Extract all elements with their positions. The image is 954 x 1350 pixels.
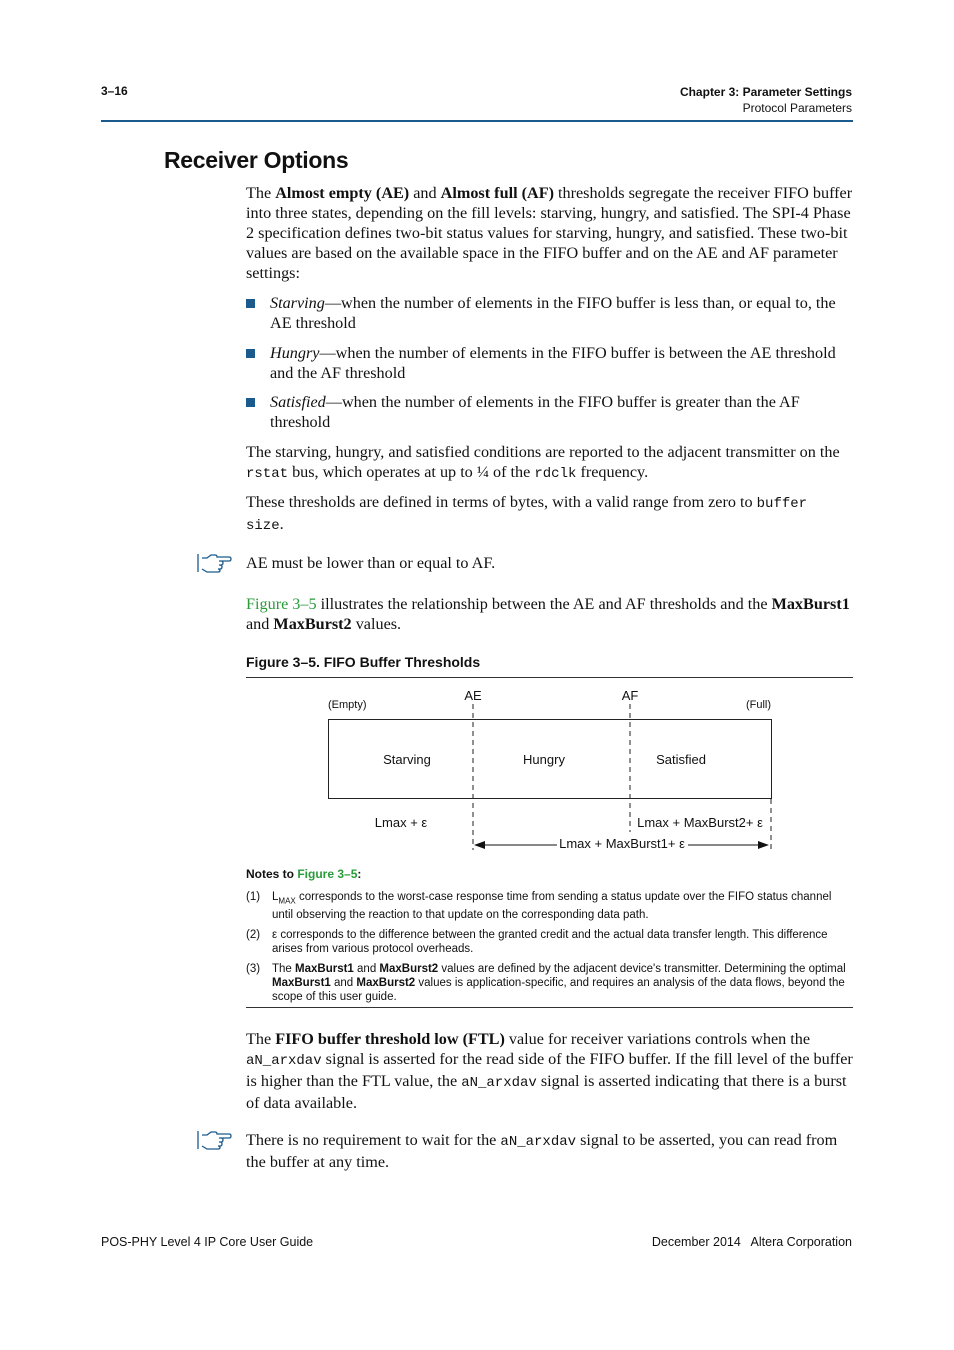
- arrowhead-left-icon: [474, 841, 485, 849]
- figure-title: Figure 3–5. FIFO Buffer Thresholds: [246, 654, 481, 670]
- page-number: 3–16: [101, 84, 128, 98]
- empty-label: (Empty): [328, 699, 367, 711]
- ae-label: AE: [464, 688, 482, 703]
- intro-paragraph: The Almost empty (AE) and Almost full (AF) thresholds segregate the receiver FIFO buffer into three states, depending on the fill levels: starving, hungry, and satisfied. The SPI-4 Phase 2 specification defines two-bit status values for starving, hungry, and satisfied. These two-bit values are based on the available space in the FIFO buffer and on the AE and AF parameter settings:: [246, 184, 853, 282]
- full-label: (Full): [745, 699, 771, 711]
- list-item: Starving—when the number of elements in the FIFO buffer is less than, or equal to, the AE threshold: [246, 293, 853, 333]
- figure-notes: [246, 890, 853, 1010]
- note-item: (1) $L_{MAX}$ corresponds to the worst-case response time from sending a status update over the FIFO status channel until observing the reaction to that update on the corresponding data path.: [246, 891, 832, 922]
- satisfied-region-label: Satisfied: [656, 752, 706, 767]
- lmax-epsilon-label: Lmax + ε: [374, 815, 428, 830]
- chapter-title: Chapter 3: Parameter Settings: [679, 85, 852, 99]
- note-text: AE must be lower than or equal to AF.: [246, 554, 496, 572]
- footer-document-title: POS-PHY Level 4 IP Core User Guide: [101, 1235, 314, 1249]
- figure-link[interactable]: Figure 3–5: [246, 595, 317, 613]
- footer-date-publisher: December 2014 Altera Corporation: [651, 1235, 852, 1249]
- ftl-paragraph: The FIFO buffer threshold low (FTL) value for receiver variations controls when the aN_arxdav signal is asserted for the read side of the FIFO buffer. If the fill level of the buffer is higher than the FTL value, the aN_arxdav signal is asserted indicating that there is a burst of data available.: [246, 1030, 853, 1112]
- figure-reference-paragraph: Figure 3–5 illustrates the relationship between the AE and AF thresholds and the MaxBurst1 and MaxBurst2 values.: [246, 595, 850, 633]
- figure-link[interactable]: Figure 3–5: [297, 867, 358, 881]
- hungry-region-label: Hungry: [523, 752, 565, 767]
- arrowhead-right-icon: [758, 841, 769, 849]
- note-item: (3) The MaxBurst1 and MaxBurst2 values are defined by the adjacent device's transmitter. Determining the optimal MaxBurst1 and MaxBurst2 values is application-specific, and requires an analysis of the data flows, beyond the scope of this user guide.: [246, 963, 846, 1004]
- list-item: Satisfied—when the number of elements in the FIFO buffer is greater than the AF threshold: [246, 392, 853, 432]
- list-item: Hungry—when the number of elements in the FIFO buffer is between the AE threshold and the AF threshold: [246, 343, 853, 383]
- af-label: AF: [621, 688, 639, 703]
- range-paragraph: These thresholds are defined in terms of bytes, with a valid range from zero to buffer size.: [246, 493, 808, 534]
- note-text: There is no requirement to wait for the aN_arxdav signal to be asserted, you can read from the buffer at any time.: [246, 1131, 838, 1171]
- page-title: Receiver Options: [164, 147, 349, 173]
- notes-heading: Notes to Figure 3–5:: [246, 867, 362, 881]
- status-paragraph: The starving, hungry, and satisfied conditions are reported to the adjacent transmitter on the rstat bus, which operates at up to ¼ of the rdclk frequency.: [246, 443, 840, 482]
- starving-region-label: Starving: [383, 752, 431, 767]
- figure-bottom-rule: [246, 1007, 853, 1008]
- section-title: Protocol Parameters: [742, 101, 852, 115]
- lmax-maxburst2-label: Lmax + MaxBurst2+ ε: [637, 815, 763, 830]
- lmax-maxburst1-label: Lmax + MaxBurst1+ ε: [559, 836, 685, 851]
- pointing-hand-icon: [197, 1130, 233, 1150]
- note-item: (2) ε corresponds to the difference between the granted credit and the actual data transfer length. This difference arises from various protocol overheads.: [246, 929, 828, 956]
